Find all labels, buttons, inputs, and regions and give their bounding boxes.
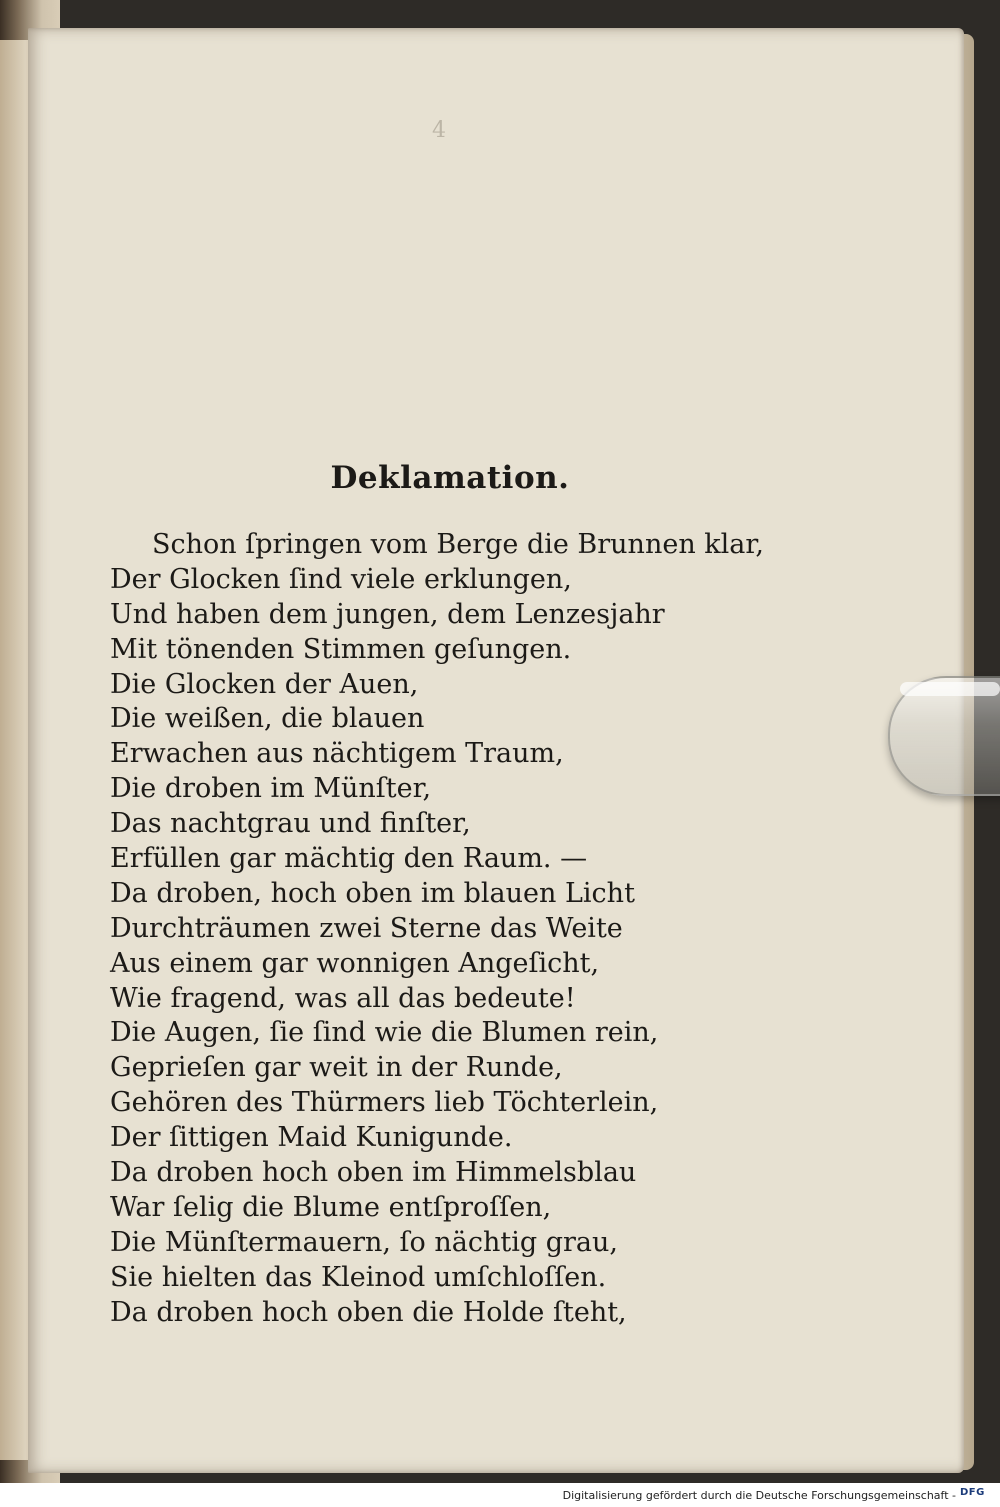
page-title: Deklamation.	[330, 460, 570, 496]
poem-line: Die Glocken der Auen,	[110, 668, 419, 700]
poem-line: War ſelig die Blume entſproſſen,	[110, 1191, 552, 1223]
poem-line: Der Glocken ſind viele erklungen,	[110, 563, 572, 595]
poem-line: Da droben hoch oben die Holde ſteht,	[110, 1296, 627, 1328]
page-number: 4	[432, 118, 446, 143]
dfg-logo-icon: DFG	[960, 1487, 985, 1498]
poem-line: Wie fragend, was all das bedeute!	[110, 982, 576, 1014]
poem-line: Erwachen aus nächtigem Traum,	[110, 738, 564, 770]
poem-line: Und haben dem jungen, dem Lenzesjahr	[110, 598, 665, 630]
poem-line: Schon ſpringen vom Berge die Brunnen klar,	[152, 529, 764, 560]
glass-highlight	[900, 682, 1000, 696]
poem-line: Die droben im Münſter,	[110, 773, 432, 805]
poem-line: Die Augen, ſie ſind wie die Blumen rein,	[110, 1017, 659, 1049]
poem-line: Sie hielten das Kleinod umſchloſſen.	[110, 1261, 607, 1293]
poem-line: Aus einem gar wonnigen Angeſicht,	[110, 947, 600, 979]
poem-line: Geprieſen gar weit in der Runde,	[110, 1052, 563, 1084]
poem-line: Gehören des Thürmers lieb Töchterlein,	[110, 1087, 659, 1119]
poem-line: Erfüllen gar mächtig den Raum. —	[110, 843, 588, 875]
poem-line: Die Münſtermauern, ſo nächtig grau,	[110, 1226, 618, 1258]
poem-line: Da droben, hoch oben im blauen Licht	[110, 877, 635, 909]
poem-line: Die weißen, die blauen	[110, 703, 425, 735]
poem-line: Der ſittigen Maid Kunigunde.	[110, 1122, 513, 1154]
funding-credit: Digitalisierung gefördert durch die Deutsche Forschungsgemeinschaft -	[562, 1489, 956, 1502]
poem-line: Das nachtgrau und finſter,	[110, 808, 471, 840]
poem-line: Durchträumen zwei Sterne das Weite	[110, 912, 623, 944]
poem-text	[110, 528, 830, 1330]
poem-line: Mit tönenden Stimmen geſungen.	[110, 633, 572, 665]
poem-line: Da droben hoch oben im Himmelsblau	[110, 1157, 637, 1189]
